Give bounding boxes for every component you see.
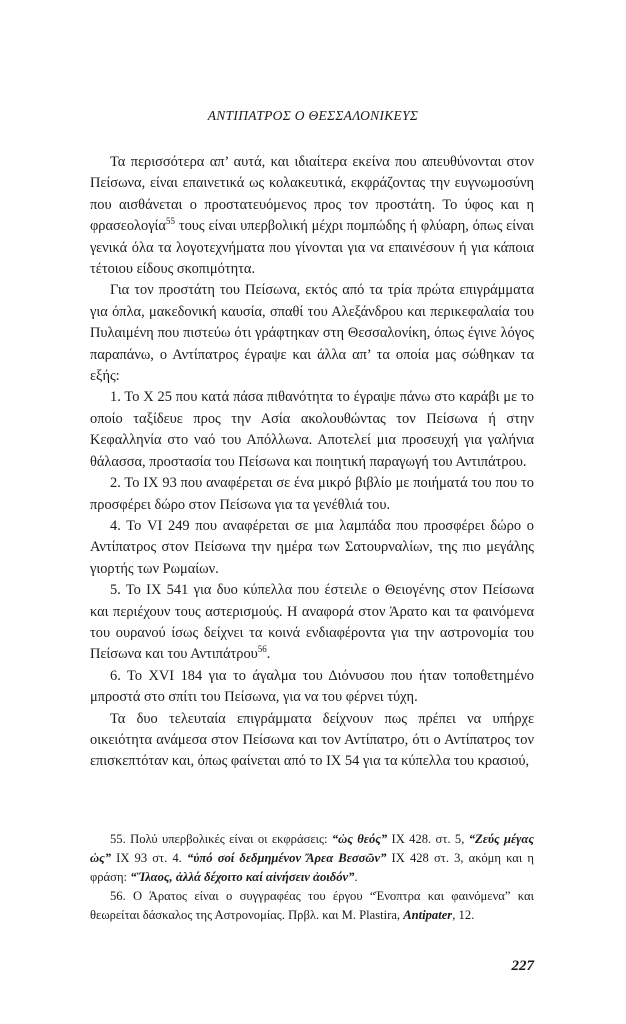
footnote-text: 55. Πολύ υπερβολικές είναι οι εκφράσεις:: [110, 832, 332, 846]
list-item-1: 1. Το Χ 25 που κατά πάσα πιθανότητα το έγραψε πάνω στο καράβι με το οποίο ταξίδευε προς την Ασία ακολουθώντας τον Πείσωνα ή στην Κεφαλληνία στο ναό του Απόλλωνα. Αποτελεί μια προσευχή για γαλήνια θάλασσα, προστασία του Πείσωνα και ποιητική παραγωγή του Αντιπάτρου.: [90, 389, 534, 470]
footnote-text: 56. Ο Άρατος είναι ο συγγραφέας του έργου “Ένοπτρα και φαινόμενα” και θεωρείται δάσκαλος της Αστρονομίας. Πρβλ. και M. Plastira,: [90, 889, 534, 922]
paragraph-conclusion: Τα δυο τελευταία επιγράμματα δείχνουν πως πρέπει να υπήρχε οικειότητα ανάμεσα στον Πείσωνα και τον Αντίπατρο, ότι ο Αντίπατρος τον επισκεπτόταν και, όπως φαίνεται από το ΙΧ 54 για τα κύπελλα του κρασιού,: [90, 710, 534, 770]
page-number: 227: [511, 958, 534, 974]
list-item-2: 2. Το ΙΧ 93 που αναφέρεται σε ένα μικρό βιβλίο με ποιήματά του που το προσφέρει δώρο στον Πείσωνα για τα γενέθλιά του.: [90, 475, 534, 513]
footnote-text: IX 428. στ. 5,: [387, 832, 469, 846]
running-head: ΑΝΤΙΠΑΤΡΟΣ Ο ΘΕΣΣΑΛΟΝΙΚΕΥΣ: [207, 108, 419, 123]
footnote-text: IX 93 στ. 4.: [111, 851, 187, 865]
list-item-5: [90, 580, 534, 666]
list-item-5-text: 5. Το ΙΧ 541 για δυο κύπελλα που έστειλε ο Θειογένης στον Πείσωνα και περιέχουν τους αστερισμούς. Η αναφορά στον Άρατο και τα φαινόμενα του ουρανού ίσως δείχνει τα κοινά ενδιαφέροντα για την αστρονομία του Πείσωνα και του Αντιπάτρου: [90, 582, 534, 663]
footnote-work-title: Antipater: [403, 908, 453, 922]
footnote-quote: “ὑπό σοί δεδμημένον Ἄρεα Βεσσῶν”: [186, 851, 387, 865]
footnote-55: [90, 830, 534, 887]
paragraph-patron: Για τον προστάτη του Πείσωνα, εκτός από τα τρία πρώτα επιγράμματα για όπλα, μακεδονική καυσία, σπαθί του Αλεξάνδρου και περικεφαλαία του Πυλαιμένη που πιστεύω ότι γράφτηκαν στη Θεσσαλονίκη, όπως έγινε λόγος παραπάνω, ο Αντίπατρος έγραψε και άλλα απ’ τα οποία μας σώθηκαν τα εξής:: [90, 282, 534, 385]
footnote-56: [90, 887, 534, 925]
main-text: [90, 152, 534, 773]
footnote-ref-55: 55: [165, 216, 175, 227]
footnote-quote: “ὡς θεός”: [331, 832, 388, 846]
list-item-6: 6. Το XVI 184 για το άγαλμα του Διόνυσου που ήταν τοποθετημένο μπροστά στο σπίτι του Πείσωνα, για να του φέρνει τύχη.: [90, 667, 534, 706]
footnote-text: .: [354, 870, 358, 884]
footnote-text: , 12.: [452, 908, 475, 922]
footnote-quote: “Ἵλαος, ἀλλά δέχοιτο καί αἰνήσειν ἀοιδόν”: [130, 870, 355, 884]
footnote-quote: “Ζεύς μέγας ὡς”: [90, 832, 534, 865]
paragraph-text-end: τους είναι υπερβολική μέχρι πομπώδης ή φλύαρη, όπως είναι γενικά όλα τα λογοτεχνήματα που γίνονται για να επαινέσουν ή για κάποια τέτοιου είδους σκοπιμότητα.: [90, 218, 534, 278]
footnote-text: IX 428 στ. 3, ακόμη και η φράση:: [90, 851, 534, 884]
list-item-5-end: .: [266, 646, 271, 663]
paragraph-text: Τα περισσότερα απ’ αυτά, και ιδιαίτερα εκείνα που απευθύνονται στον Πείσωνα, είναι επαινετικά ως κολακευτικά, εκφράζοντας την ευγνωμοσύνη που αισθάνεται ο προστατευόμενος προς τον προστάτη. Το ύφος και η φρασεολογία: [90, 154, 534, 235]
paragraph-intro: [90, 152, 534, 280]
list-item-4: 4. Το VI 249 που αναφέρεται σε μια λαμπάδα που προσφέρει δώρο ο Αντίπατρος στον Πείσωνα την ημέρα των Σατουρναλίων, της πιο μεγάλης γιορτής των Ρωμαίων.: [90, 517, 534, 577]
footnote-ref-56: 56: [257, 644, 267, 655]
footnotes: [90, 830, 534, 925]
